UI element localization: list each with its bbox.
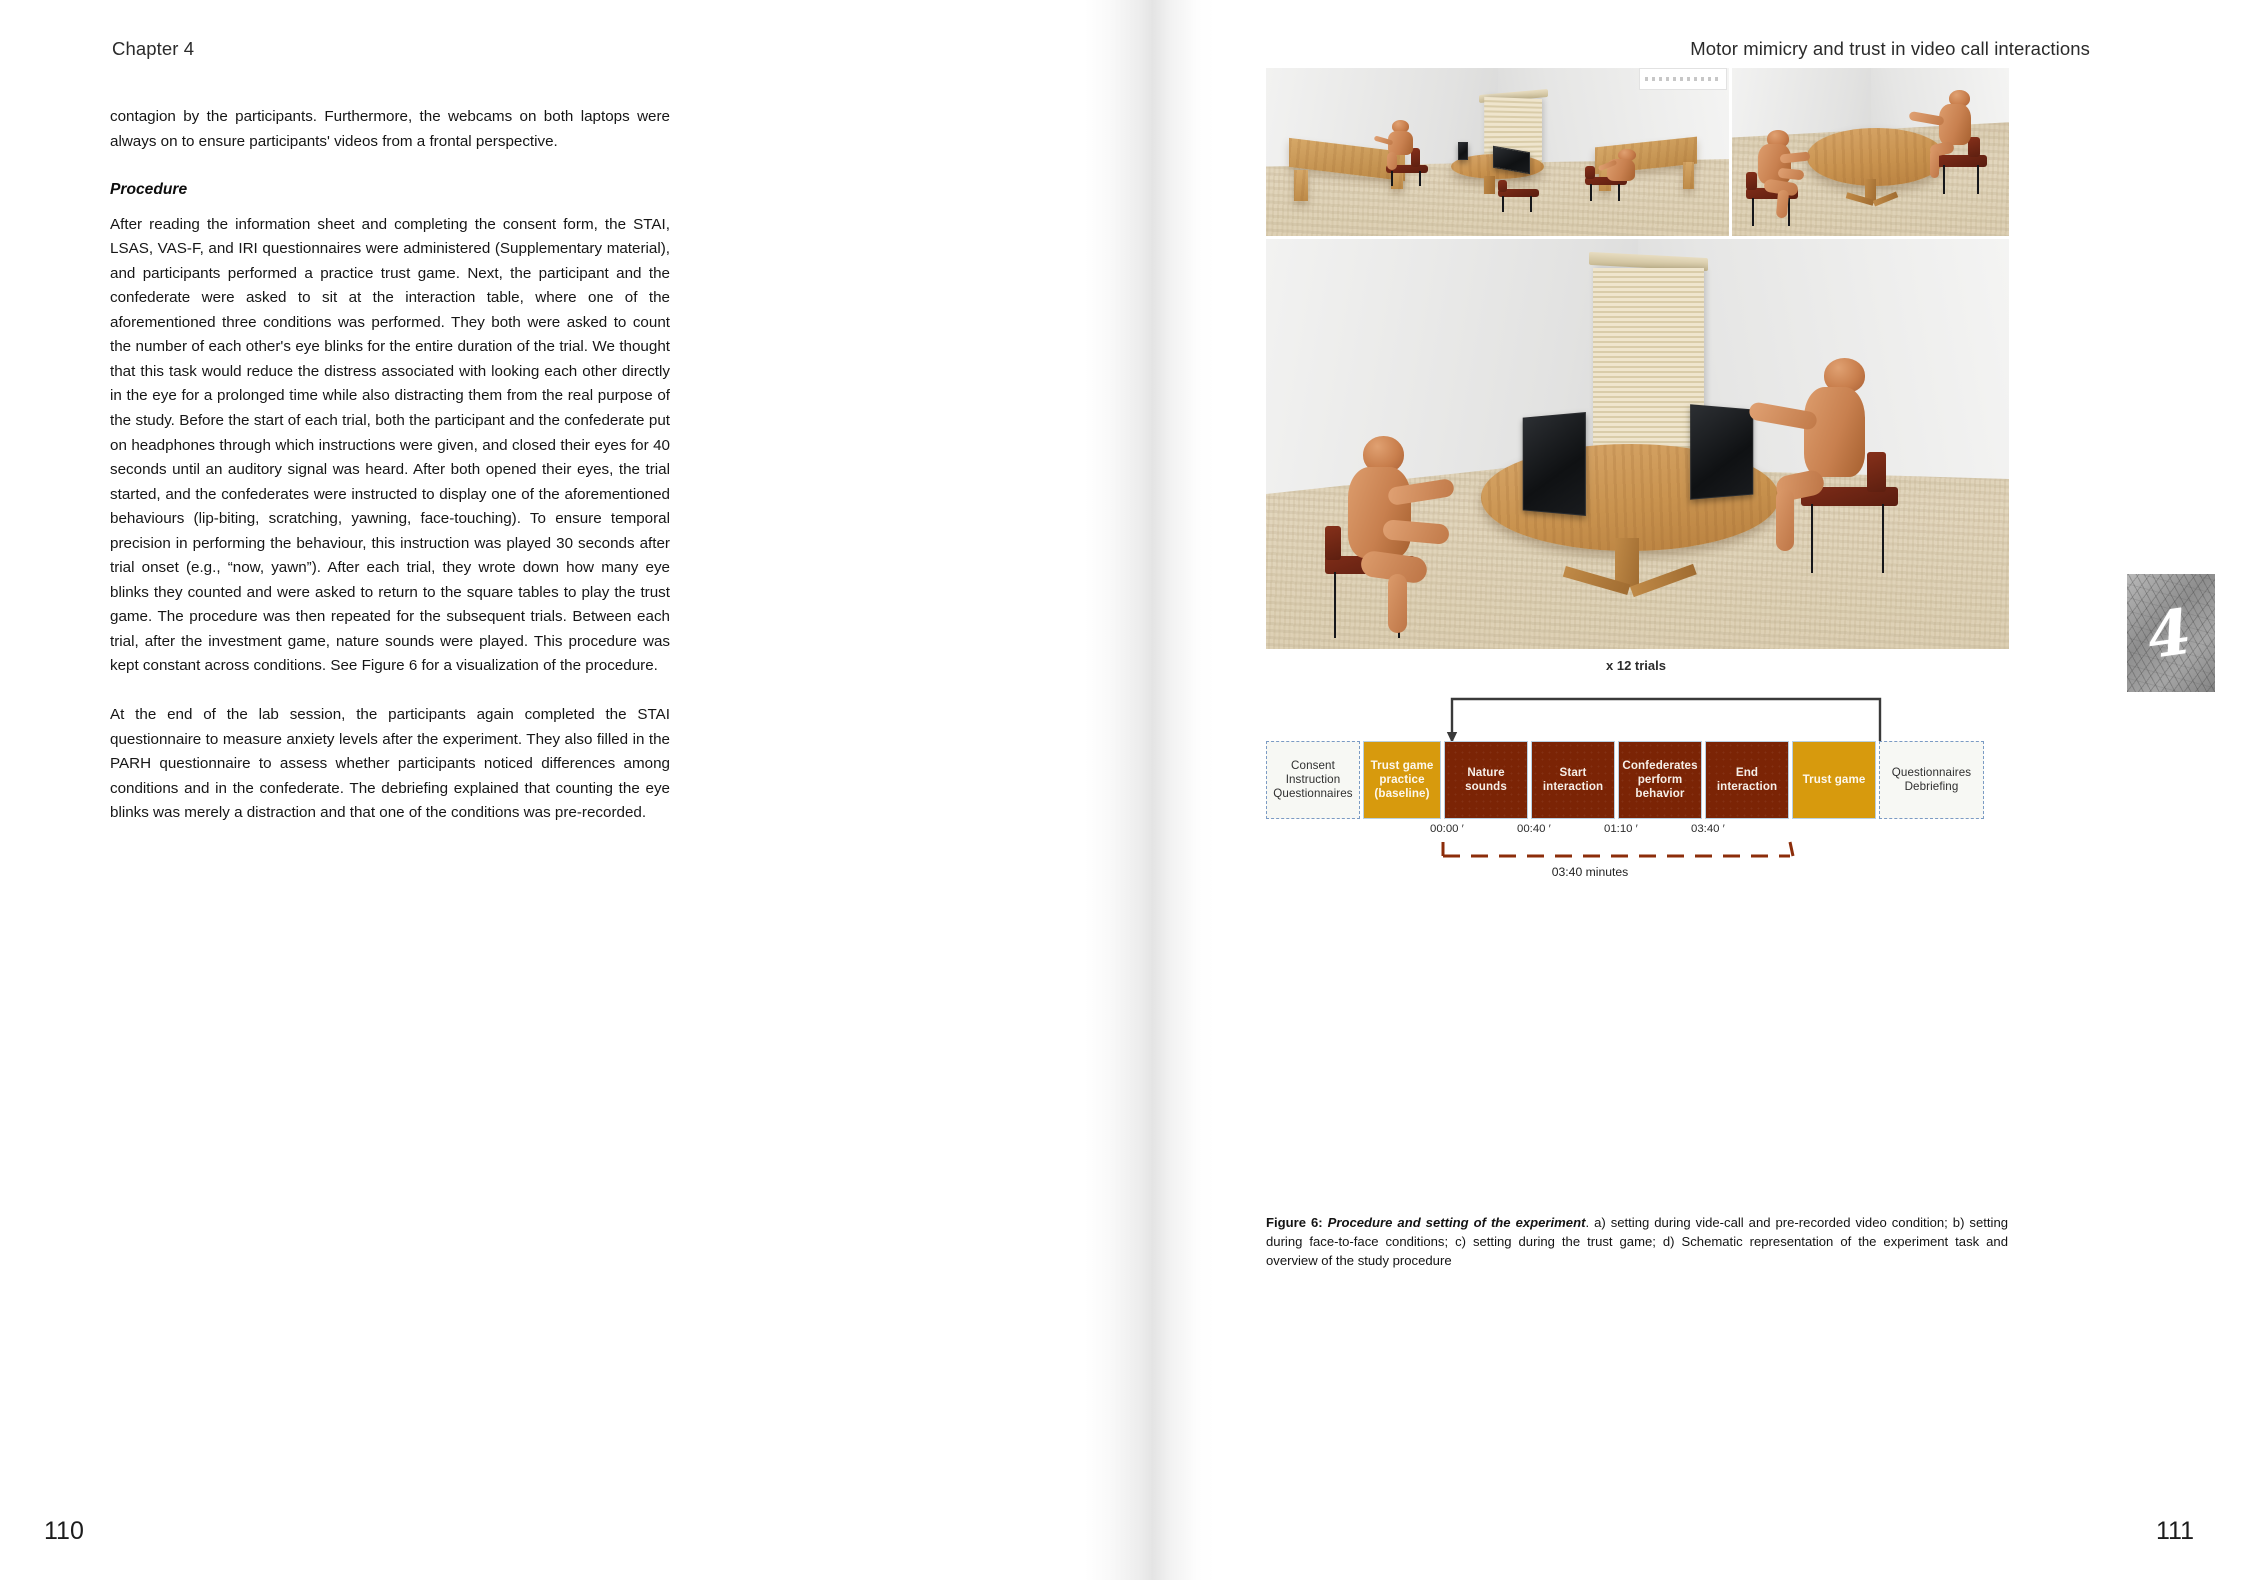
flow-box-confederates-perform-behavior[interactable] <box>1618 741 1702 819</box>
right-page <box>1190 0 2242 1580</box>
timestamp-1: 00:40 ′ <box>1517 823 1551 835</box>
heading-spacer <box>110 203 670 213</box>
timestamp-3: 03:40 ′ <box>1691 823 1725 835</box>
loop-label: x 12 trials <box>1606 658 1666 673</box>
timestamp-0: 00:00 ′ <box>1430 823 1464 835</box>
flow-timestamps <box>1266 823 2006 841</box>
figure-photo-grid <box>1266 68 2006 649</box>
paragraph-1: contagion by the participants. Furthermore, the webcams on both laptops were always on to ensure participants' videos from a frontal perspective. <box>110 108 670 150</box>
figure-panel-c-trust-game-setting <box>1266 239 2009 649</box>
flow-box-trust-game-practice-label: Trust game practice (baseline) <box>1370 759 1434 800</box>
panel-a-white-notch <box>1639 68 1727 90</box>
flow-box-nature-sounds-label: Nature sounds <box>1465 766 1507 793</box>
page-number-right: 111 <box>2155 1517 2194 1545</box>
flow-box-end-interaction[interactable] <box>1705 741 1789 819</box>
caption-body: . a) setting during vide-call and pre-recorded video condition; b) setting during face-to-face conditions; c) setting during the trust game; d) Schematic representation of the experiment task and overview of the study procedure <box>1266 1215 2009 1269</box>
paragraph-3: At the end of the lab session, the participants again completed the STAI questionnaire to measure anxiety levels after the experiment. They also filled in the PARH questionnaire to assess whether participants noticed differences among conditions and in the confederate. The debriefing explained that counting the eye blinks was merely a distraction and that one of the conditions was pre-recorded. <box>110 706 670 822</box>
flow-box-trust-game-practice[interactable] <box>1363 741 1441 819</box>
section-heading-procedure: Procedure <box>110 181 188 199</box>
figure-panel-b-face-to-face-setting <box>1732 68 2009 236</box>
figure-6 <box>1266 68 2006 879</box>
flow-box-start-interaction[interactable] <box>1531 741 1615 819</box>
paragraph-spacer-2 <box>110 679 670 703</box>
chapter-thumb-tab <box>2127 574 2215 692</box>
left-page <box>0 0 1100 1580</box>
duration-label-wrap <box>1266 865 2006 879</box>
loop-arrow-icon <box>1266 677 2006 743</box>
duration-brace-icon <box>1266 841 2006 867</box>
flow-box-trust-game[interactable] <box>1792 741 1876 819</box>
flow-box-consent[interactable] <box>1266 741 1360 819</box>
figure-panel-a-video-call-setting <box>1266 68 1729 236</box>
flow-box-confederates-label: Confederates perform behavior <box>1622 759 1698 800</box>
chapter-thumb-tab-number: 4 <box>2142 594 2196 673</box>
flow-box-row <box>1266 741 2006 819</box>
flow-box-debriefing-label: Questionnaires Debriefing <box>1891 766 1972 793</box>
running-head-left: Chapter 4 <box>112 38 195 59</box>
figure-caption <box>1266 1213 2008 1271</box>
flow-box-nature-sounds[interactable] <box>1444 741 1528 819</box>
timestamp-2: 01:10 ′ <box>1604 823 1638 835</box>
caption-prefix: Figure 6: <box>1266 1215 1323 1230</box>
figure-panel-d-procedure-flow <box>1266 655 2006 879</box>
caption-title: Procedure and setting of the experiment <box>1327 1215 1586 1230</box>
flow-box-start-interaction-label: Start interaction <box>1542 766 1604 793</box>
flow-box-end-interaction-label: End interaction <box>1716 766 1778 793</box>
paragraph-2: After reading the information sheet and completing the consent form, the STAI, LSAS, VAS-F, and IRI questionnaires were administered (Supplementary material), and participants performed a practice trust game. Next, the participant and the confederate were asked to sit at the interaction table, where one of the aforementioned three conditions was performed. They both were asked to count the number of each other's eye blinks for the entire duration of the trial. We thought that this task would reduce the distress associated with looking each other directly in the eye for a prolonged time while also distracting them from the real purpose of the study. Before the start of each trial, both the participant and the confederate put on headphones through which instructions were given, and closed their eyes for 40 seconds until an auditory signal was heard. After both opened their eyes, the trial started, and the confederates were instructed to display one of the aforementioned behaviours (lip-biting, scratching, yawning, face-touching). To ensure temporal precision in performing the behaviour, this instruction was played 30 seconds after trial onset (e.g., “now, yawn”). After each trial, they wrote down how many eye blinks they counted and were asked to return to the square tables to play the trust game. The procedure was then repeated for the subsequent trials. Between each trial, after the investment game, nature sounds were played. This procedure was kept constant across conditions. See Figure 6 for a visualization of the procedure. <box>110 215 670 675</box>
flow-box-consent-label: Consent Instruction Questionnaires <box>1273 759 1353 800</box>
flow-box-questionnaires-debriefing[interactable] <box>1879 741 1984 819</box>
body-text-column <box>110 105 670 826</box>
page-number-left: 110 <box>44 1517 84 1545</box>
running-head-right: Motor mimicry and trust in video call interactions <box>1690 38 2090 59</box>
duration-label: 03:40 minutes <box>1551 865 1629 879</box>
paragraph-spacer <box>110 154 670 178</box>
flow-box-trust-game-label: Trust game <box>1802 773 1866 786</box>
